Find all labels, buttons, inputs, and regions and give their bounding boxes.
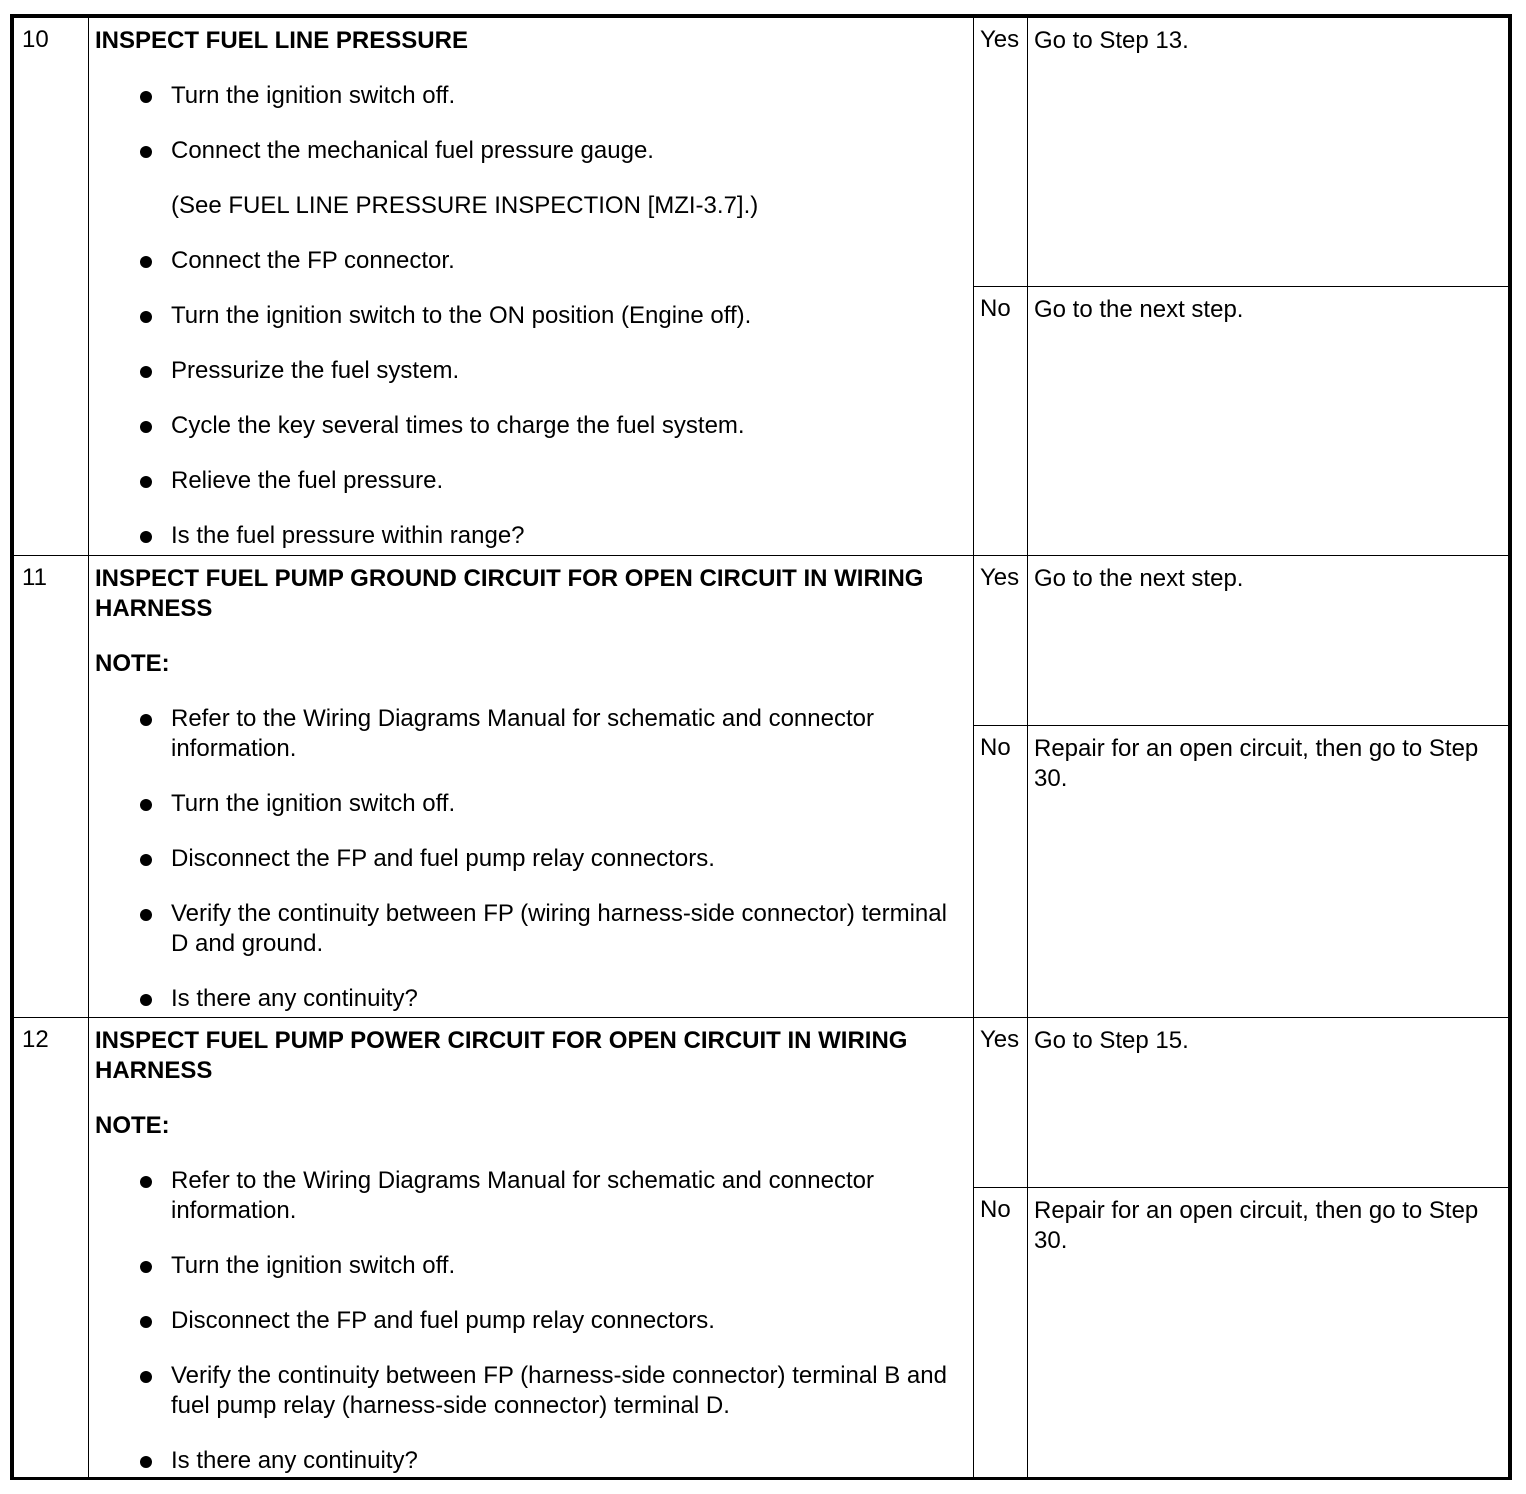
bullet-icon: [140, 714, 152, 726]
bullet-icon: [140, 1316, 152, 1328]
yes-label: Yes: [974, 1018, 1028, 1188]
step-items: [95, 1166, 967, 1476]
step-title: INSPECT FUEL PUMP POWER CIRCUIT FOR OPEN CIRCUIT IN WIRING HARNESS: [95, 1027, 908, 1084]
list-item: Connect the mechanical fuel pressure gauge.: [95, 136, 967, 166]
bullet-icon: [140, 421, 152, 433]
list-item: Turn the ignition switch off.: [95, 1251, 967, 1281]
list-item: Disconnect the FP and fuel pump relay connectors.: [95, 844, 967, 874]
list-item: Disconnect the FP and fuel pump relay connectors.: [95, 1306, 967, 1336]
bullet-icon: [140, 994, 152, 1006]
list-item: Relieve the fuel pressure.: [95, 466, 967, 496]
no-label: No: [974, 1188, 1028, 1478]
step-12-yes-row: [14, 1018, 1509, 1188]
bullet-icon: [140, 311, 152, 323]
step-number: 12: [14, 1018, 89, 1478]
yes-label: Yes: [974, 18, 1028, 287]
note-label: NOTE:: [95, 1112, 170, 1139]
step-number: 11: [14, 556, 89, 1018]
list-item: Verify the continuity between FP (wiring harness-side connector) terminal D and ground.: [95, 899, 967, 959]
no-label: No: [974, 287, 1028, 556]
yes-action: Go to the next step.: [1028, 556, 1509, 726]
list-item: Turn the ignition switch off.: [95, 81, 967, 111]
list-item: (See FUEL LINE PRESSURE INSPECTION [MZI-3.7].): [171, 192, 759, 219]
list-item: Verify the continuity between FP (harness-side connector) terminal B and fuel pump relay (harness-side connector) terminal D.: [95, 1361, 967, 1421]
no-action: Repair for an open circuit, then go to Step 30.: [1028, 1188, 1509, 1478]
bullet-icon: [140, 1456, 152, 1468]
step-procedure: [89, 556, 974, 1018]
bullet-icon: [140, 476, 152, 488]
steps-table: [13, 17, 1509, 1478]
bullet-icon: [140, 854, 152, 866]
bullet-icon: [140, 1371, 152, 1383]
bullet-icon: [140, 531, 152, 543]
step-items: [95, 81, 967, 551]
step-number: 10: [14, 18, 89, 556]
bullet-icon: [140, 256, 152, 268]
list-item: Refer to the Wiring Diagrams Manual for schematic and connector information.: [95, 704, 967, 764]
list-item: Is there any continuity?: [95, 1446, 967, 1476]
yes-action: Go to Step 13.: [1028, 18, 1509, 287]
list-item: Pressurize the fuel system.: [95, 356, 967, 386]
step-procedure: [89, 1018, 974, 1478]
bullet-icon: [140, 91, 152, 103]
bullet-icon: [140, 909, 152, 921]
step-items: [95, 704, 967, 1014]
bullet-icon: [140, 1176, 152, 1188]
bullet-icon: [140, 799, 152, 811]
no-label: No: [974, 726, 1028, 1018]
yes-label: Yes: [974, 556, 1028, 726]
list-item: Turn the ignition switch to the ON position (Engine off).: [95, 301, 967, 331]
list-item: Is the fuel pressure within range?: [95, 521, 967, 551]
note-label: NOTE:: [95, 650, 170, 677]
step-10-yes-row: [14, 18, 1509, 287]
list-item: Connect the FP connector.: [95, 246, 967, 276]
list-item: Turn the ignition switch off.: [95, 789, 967, 819]
bullet-icon: [140, 146, 152, 158]
list-item: Cycle the key several times to charge the fuel system.: [95, 411, 967, 441]
step-title: INSPECT FUEL LINE PRESSURE: [95, 27, 468, 54]
step-title: INSPECT FUEL PUMP GROUND CIRCUIT FOR OPEN CIRCUIT IN WIRING HARNESS: [95, 565, 924, 622]
yes-action: Go to Step 15.: [1028, 1018, 1509, 1188]
list-item: Is there any continuity?: [95, 984, 967, 1014]
diagnostic-procedure-table: [10, 14, 1512, 1480]
step-11-yes-row: [14, 556, 1509, 726]
no-action: Repair for an open circuit, then go to Step 30.: [1028, 726, 1509, 1018]
step-procedure: [89, 18, 974, 556]
list-item: Refer to the Wiring Diagrams Manual for schematic and connector information.: [95, 1166, 967, 1226]
bullet-icon: [140, 1261, 152, 1273]
no-action: Go to the next step.: [1028, 287, 1509, 556]
bullet-icon: [140, 366, 152, 378]
